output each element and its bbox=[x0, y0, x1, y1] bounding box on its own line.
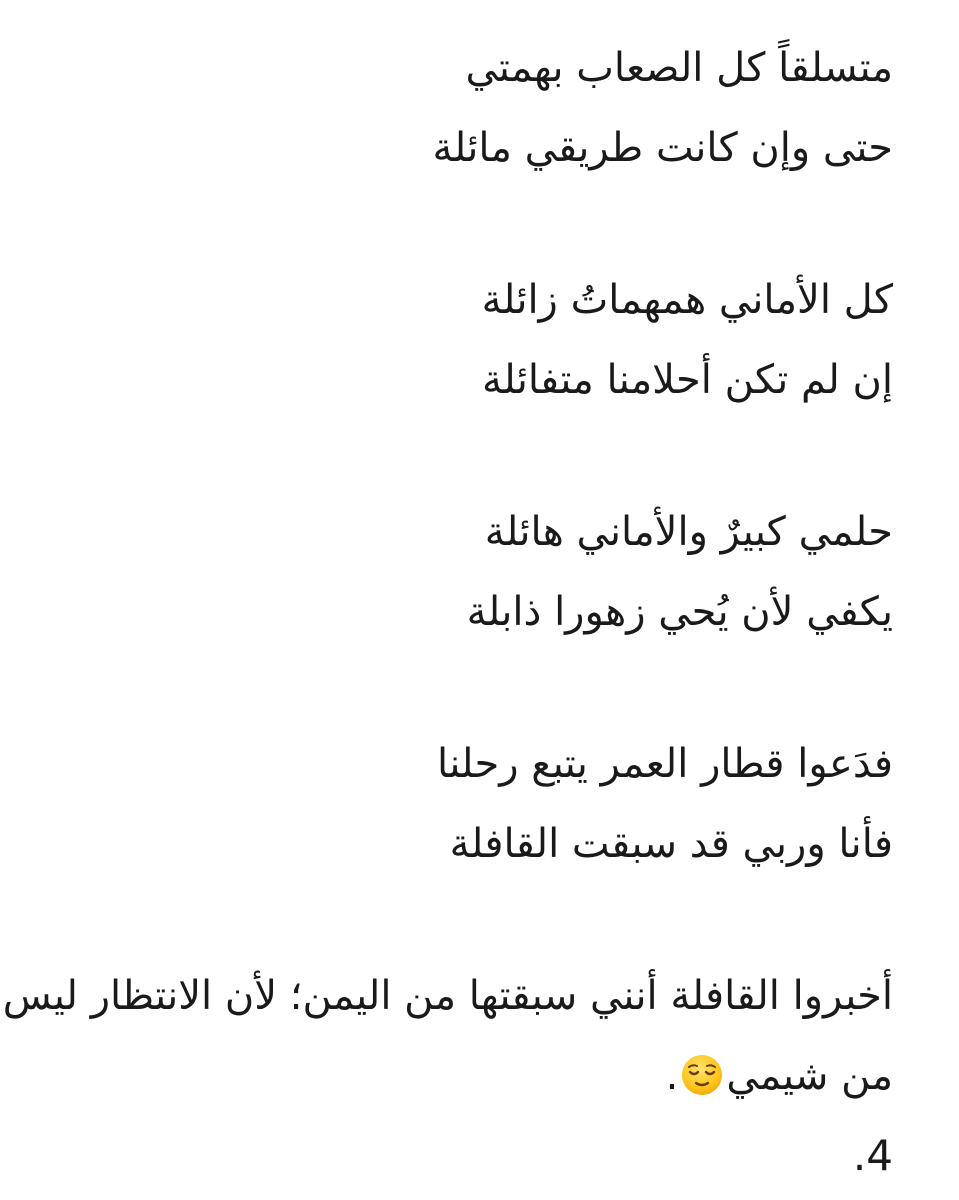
stanza2-line2: إن لم تكن أحلامنا متفائلة bbox=[482, 357, 893, 403]
stanza3-line2: يكفي لأن يُحي زهورا ذابلة bbox=[466, 589, 893, 635]
stanza1-line2: حتى وإن كانت طريقي مائلة bbox=[432, 125, 893, 171]
stanza3-line1: حلمي كبيرٌ والأماني هائلة bbox=[484, 509, 893, 555]
cut-off-glyph bbox=[861, 0, 891, 4]
relieved-face-icon bbox=[680, 1053, 724, 1097]
note-line2-period: . bbox=[665, 1053, 679, 1099]
stanza1-line1: متسلقاً كل الصعاب بهمتي bbox=[465, 45, 893, 91]
note-line2-text: من شيمي bbox=[726, 1053, 893, 1099]
stanza4-line2: فأنا وربي قد سبقت القافلة bbox=[449, 821, 893, 867]
note-line1: أخبروا القافلة أنني سبقتها من اليمن؛ لأن الانتظار ليس bbox=[2, 973, 893, 1019]
stanza2-line1: كل الأماني همهماتُ زائلة bbox=[481, 277, 893, 323]
section-number: .4 bbox=[852, 1131, 893, 1180]
stanza4-line1: فدَعوا قطار العمر يتبع رحلنا bbox=[437, 741, 893, 787]
note-line2 bbox=[60, 1052, 893, 1100]
